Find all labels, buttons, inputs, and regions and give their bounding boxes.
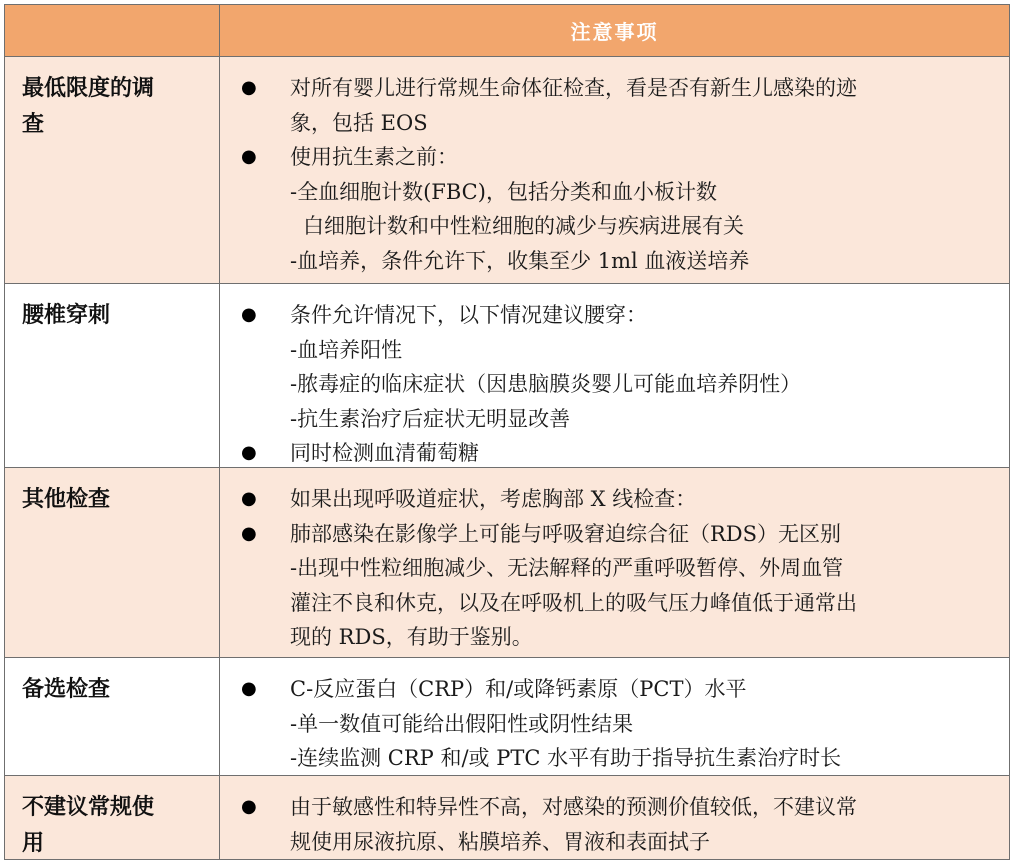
bullet-icon: ● bbox=[241, 146, 257, 167]
list-item: ● 由于敏感性和特异性不高，对感染的预测价值较低，不建议常 bbox=[220, 790, 1009, 825]
row-label bbox=[5, 57, 220, 283]
header-empty-cell bbox=[5, 5, 220, 56]
list-item: -全血细胞计数(FBC)，包括分类和血小板计数 bbox=[290, 179, 717, 204]
table-header-title: 注意事项 bbox=[570, 20, 659, 44]
list-item: ● 肺部感染在影像学上可能与呼吸窘迫综合征（RDS）无区别 bbox=[220, 517, 1009, 552]
list-item: 白细胞计数和中性粒细胞的减少与疾病进展有关 bbox=[303, 214, 744, 238]
list-item: -血培养阳性 bbox=[290, 337, 403, 362]
header-title-cell bbox=[220, 5, 1009, 56]
table-row bbox=[5, 776, 1009, 859]
list-item: -抗生素治疗后症状无明显改善 bbox=[290, 406, 571, 431]
row-label-line: 用 bbox=[22, 831, 45, 856]
table-row bbox=[5, 57, 1009, 284]
table-header-row bbox=[5, 5, 1009, 57]
list-item: 规使用尿液抗原、粘膜培养、胃液和表面拭子 bbox=[290, 829, 710, 854]
list-item: 象，包括 EOS bbox=[290, 110, 428, 135]
row-label-line: 查 bbox=[22, 112, 45, 137]
row-content bbox=[220, 284, 1009, 467]
bullet-icon: ● bbox=[241, 522, 257, 544]
precautions-table bbox=[4, 4, 1010, 860]
list-item: -出现中性粒细胞减少、无法解释的严重呼吸暂停、外周血管 bbox=[290, 556, 844, 580]
table-row bbox=[5, 468, 1009, 658]
list-item: ● 条件允许情况下，以下情况建议腰穿： bbox=[220, 298, 1009, 333]
row-label bbox=[5, 468, 220, 657]
bullet-icon: ● bbox=[241, 678, 257, 699]
bullet-icon: ● bbox=[241, 77, 257, 98]
bullet-icon: ● bbox=[241, 796, 257, 817]
list-item: ● 使用抗生素之前： bbox=[220, 140, 1009, 175]
row-content bbox=[220, 658, 1009, 775]
list-item: ● 对所有婴儿进行常规生命体征检查，看是否有新生儿感染的迹 bbox=[220, 71, 1009, 106]
row-content bbox=[220, 57, 1009, 283]
list-item: ● C-反应蛋白（CRP）和/或降钙素原（PCT）水平 bbox=[220, 672, 1009, 707]
row-label-line: 最低限度的调 bbox=[22, 76, 155, 101]
row-label bbox=[5, 776, 220, 859]
list-item: -连续监测 CRP 和/或 PTC 水平有助于指导抗生素治疗时长 bbox=[290, 746, 842, 770]
list-item: 灌注不良和休克，以及在呼吸机上的吸气压力峰值低于通常出 bbox=[290, 590, 857, 615]
list-item: ● 同时检测血清葡萄糖 bbox=[220, 436, 1009, 471]
row-content bbox=[220, 468, 1009, 657]
bullet-icon: ● bbox=[241, 442, 257, 463]
bullet-icon: ● bbox=[241, 304, 257, 325]
row-label-line: 不建议常规使 bbox=[22, 795, 155, 820]
row-label-line: 腰椎穿刺 bbox=[22, 303, 111, 328]
row-content bbox=[220, 776, 1009, 859]
list-item: -单一数值可能给出假阳性或阴性结果 bbox=[290, 711, 634, 736]
table-row bbox=[5, 658, 1009, 776]
list-item: 现的 RDS，有助于鉴别。 bbox=[290, 625, 533, 649]
row-label-line: 其他检查 bbox=[22, 487, 111, 512]
row-label bbox=[5, 284, 220, 467]
row-label-line: 备选检查 bbox=[22, 677, 111, 702]
list-item: -脓毒症的临床症状（因患脑膜炎婴儿可能血培养阴性） bbox=[290, 372, 802, 396]
table-row bbox=[5, 284, 1009, 468]
bullet-icon: ● bbox=[241, 488, 257, 509]
list-item: ● 如果出现呼吸道症状，考虑胸部 X 线检查： bbox=[220, 482, 1009, 517]
list-item: -血培养，条件允许下，收集至少 1ml 血液送培养 bbox=[290, 248, 750, 273]
row-label bbox=[5, 658, 220, 775]
